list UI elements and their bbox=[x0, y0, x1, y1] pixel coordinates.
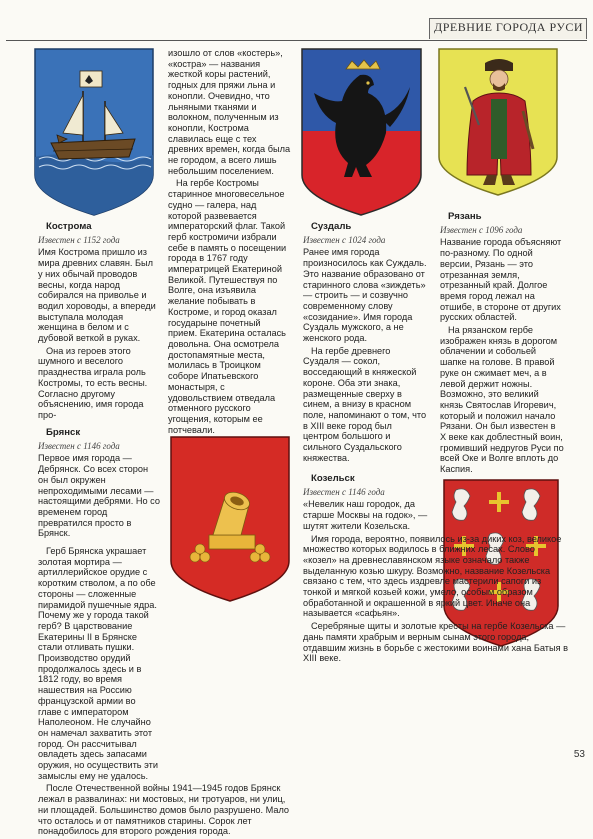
kostroma-paragraph-1: Имя Кострома пришло из мира древних славян. Был у них обычай проводов весны, когда народ собирался на приволье и водил хороводы, а впереди выступала молодая женщина в белом и с дубовой веткой в руках. bbox=[38, 247, 156, 344]
suzdal-paragraph-1: Ранее имя города произносилось как Суждаль. Это название образовано от старинного слова «зиждеть» — строить — и созвучно современному слову «созидание». Имя города Суздаль мужского, а не женского рода. bbox=[303, 247, 427, 344]
suzdal-paragraph-2: На гербе древнего Суздаля — сокол, восседающий в княжеской короне. Оба эти знака, размещенные сверху в синем, а внизу в красном поле, напоминают о том, что в XIII веке город был центром большого и сильного Суздальского княжества. bbox=[303, 345, 427, 463]
ryazan-paragraph-1: Название города объясняют по-разному. По одной версии, Рязань — это отрезанная земля, отрезанный край. Долгое время город лежал на отшибе, в стороне от других русских областей. bbox=[440, 237, 562, 323]
city-name-kostroma: Кострома bbox=[46, 221, 92, 232]
section-title: ДРЕВНИЕ ГОРОДА РУСИ bbox=[434, 20, 583, 34]
kozelsk-paragraph-2: Имя города, вероятно, появилось из-за диких коз, великое множество которых водилось в ближних лесах. Слово «козел» на древнеславянском языке означало также выделанную козью шкуру. Возможно, название Козельска связано с тем, что здесь издревле мастерили сапоги из тонкой и мягкой козьей кожи, умело, особым образом обработанной и окрашенной в яркий цвет. Иначе она называется «сафьян». bbox=[303, 533, 562, 619]
ryazan-coat-of-arms bbox=[437, 47, 559, 197]
kostroma-paragraph-2: Она из героев этого шумного и веселого празднества играла роль Костромы, то есть весны. Согласно другому объяснению, имя города про- bbox=[38, 345, 148, 420]
kozelsk-paragraph-1: «Невелик наш городок, да старше Москвы на годок», — шутят жители Козельска. bbox=[303, 499, 428, 531]
kostroma-article-continued bbox=[168, 48, 292, 437]
bryansk-paragraph-1: Первое имя города — Дебрянск. Со всех сторон он был окружен непроходимыми лесами — настоящими дебрями. Но со временем город превратился просто в Брянск. bbox=[38, 453, 160, 539]
kostroma-paragraph-4: На гербе Костромы старинное многовесельное судно — галера, над которой развевается императорский флаг. Такой герб костромичи избрали себе в память о посещении города в 1767 году императрицей Екатериной Великой. Путешествуя по Волге, она изъявила желание побывать в Костроме, и город оказал государыне почетный прием. Екатерина осталась довольна. Она осмотрела достопамятные места, молилась в Троицком соборе Ипатьевского монастыря, с удовольствием отведала отменного русского угощения, которым ее потчевали. bbox=[168, 178, 287, 435]
kostroma-coat-of-arms bbox=[33, 47, 155, 217]
bryansk-article-continued bbox=[38, 546, 296, 839]
bryansk-article-start bbox=[38, 428, 160, 541]
running-header bbox=[6, 18, 587, 40]
bryansk-paragraph-3: После Отечественной войны 1941—1945 годов Брянск лежал в развалинах: ни мостовых, ни тротуаров, ни улиц, ни площадей. Большинство домов было разрушено. Мало что осталось и от памятников старины. Сорок лет понадобилось для второго рождения города. bbox=[38, 783, 290, 837]
known-since-kostroma: Известен с 1152 года bbox=[38, 234, 120, 245]
suzdal-article bbox=[303, 222, 427, 465]
known-since-kozelsk: Известен с 1146 года bbox=[303, 486, 385, 497]
city-name-suzdal: Суздаль bbox=[311, 221, 352, 232]
page-number: 53 bbox=[573, 749, 585, 760]
header-rule bbox=[6, 40, 587, 41]
kozelsk-paragraph-3: Серебряные щиты и золотые кресты на гербе Козельска — дань памяти храбрым и верным сынам этого города, отдавшим жизнь в борьбе с жестокими воинами хана Батыя в XIII веке. bbox=[303, 621, 569, 664]
kostroma-paragraph-3: изошло от слов «костерь», «костра» — названия жесткой коры растений, годных для пряжи льна и конопли. Очевидно, что льняными тканями и волокном, полученным из конопли, Кострома славилась еще с тех древних времен, когда была не городом, а всего лишь небольшим поселением. bbox=[168, 48, 291, 176]
kozelsk-article bbox=[303, 474, 569, 666]
known-since-bryansk: Известен с 1146 года bbox=[38, 440, 120, 451]
suzdal-coat-of-arms bbox=[300, 47, 423, 217]
city-name-bryansk: Брянск bbox=[46, 427, 81, 438]
ryazan-article bbox=[440, 212, 564, 477]
known-since-suzdal: Известен с 1024 года bbox=[303, 234, 386, 245]
ryazan-paragraph-2: На рязанском гербе изображен князь в дорогом облачении и собольей шапке на голове. В правой руке он сжимает меч, а в левой держит ножны. Возможно, это великий князь Святослав Игоревич, который и положил начало Рязани. Он был известен в X веке как доблестный воин, громивший недругов Руси по всей Оке и Волге вплоть до Каспия. bbox=[440, 325, 564, 475]
city-name-ryazan: Рязань bbox=[448, 211, 482, 222]
known-since-ryazan: Известен с 1096 года bbox=[440, 224, 523, 235]
kostroma-article-start bbox=[38, 222, 159, 423]
bryansk-paragraph-2: Герб Брянска украшает золотая мортира — артиллерийское орудие с коротким стволом, а по обе стороны — сложенные пирамидой пушечные ядра. Почему же у города такой герб? В царствование Екатерины II в Брянске стали отливать пушки. Производство орудий продолжалось здесь и в 1812 году, во время нашествия на Россию французской армии во главе с императором Наполеоном. Не случайно он намечал захватить этот город. Он рассчитывал овладеть здесь запасами оружия, но осуществить эти замыслы ему не удалось. bbox=[38, 546, 158, 781]
city-name-kozelsk: Козельск bbox=[311, 473, 355, 484]
